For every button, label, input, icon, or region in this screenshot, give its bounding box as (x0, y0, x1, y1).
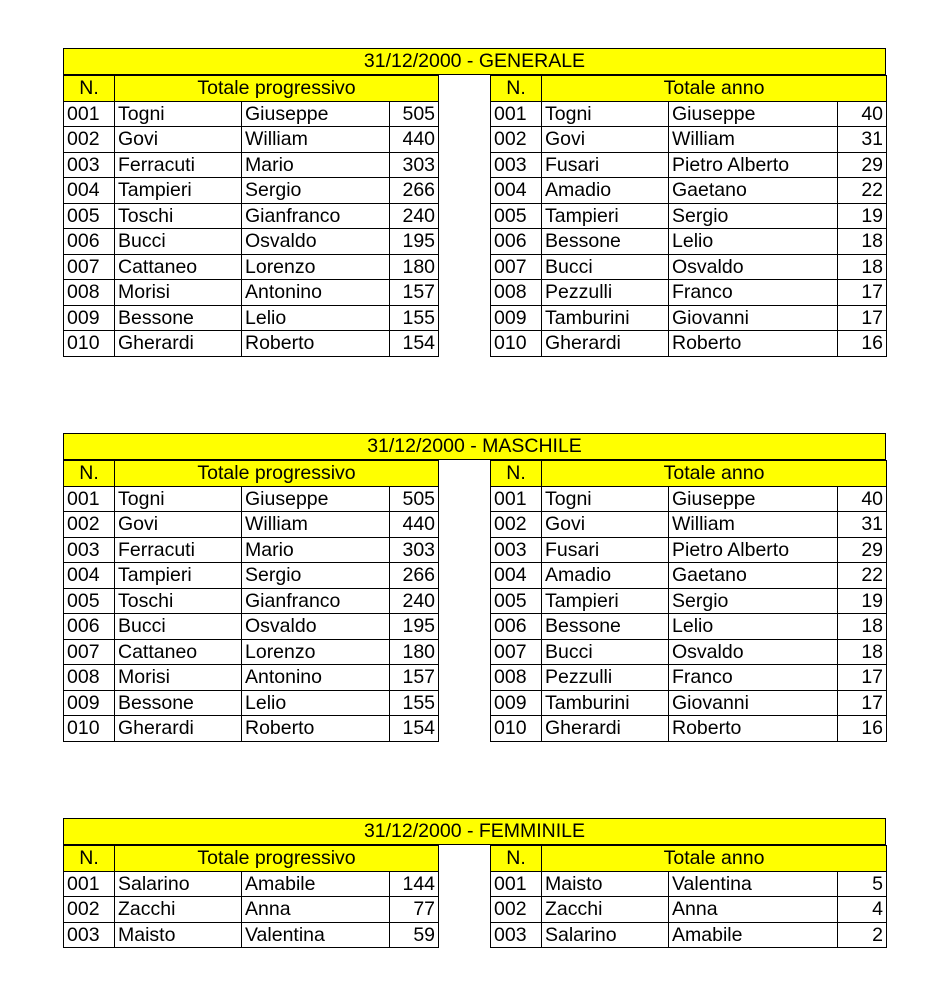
firstname-cell: Lelio (669, 229, 838, 255)
section-title: 31/12/2000 - GENERALE (63, 48, 886, 75)
rank-cell: 003 (64, 152, 115, 178)
value-cell: 195 (390, 229, 439, 255)
value-cell: 240 (390, 588, 439, 614)
firstname-cell: Anna (669, 897, 838, 923)
value-cell: 77 (390, 897, 439, 923)
table-row (64, 254, 439, 280)
rank-cell: 009 (64, 690, 115, 716)
firstname-cell: Sergio (669, 588, 838, 614)
firstname-cell: Mario (242, 537, 390, 563)
table-totale-anno (490, 845, 887, 948)
table-row (491, 871, 887, 897)
table-row (64, 537, 439, 563)
table-row (64, 486, 439, 512)
surname-cell: Govi (115, 512, 242, 538)
rank-cell: 005 (64, 588, 115, 614)
value-cell: 18 (838, 254, 887, 280)
firstname-cell: Franco (669, 280, 838, 306)
surname-cell: Tamburini (542, 305, 669, 331)
surname-cell: Tamburini (542, 690, 669, 716)
table-row (64, 229, 439, 255)
firstname-cell: Sergio (242, 178, 390, 204)
firstname-cell: Giovanni (669, 305, 838, 331)
table-header (64, 846, 439, 872)
value-cell: 195 (390, 614, 439, 640)
value-cell: 40 (838, 101, 887, 127)
surname-cell: Amadio (542, 178, 669, 204)
table-row (491, 716, 887, 742)
header-label: Totale progressivo (115, 461, 439, 487)
rank-cell: 004 (491, 563, 542, 589)
surname-cell: Gherardi (542, 331, 669, 357)
table-header (491, 846, 887, 872)
firstname-cell: Osvaldo (669, 639, 838, 665)
value-cell: 266 (390, 178, 439, 204)
value-cell: 155 (390, 305, 439, 331)
firstname-cell: Giuseppe (242, 101, 390, 127)
value-cell: 180 (390, 639, 439, 665)
rank-cell: 001 (64, 486, 115, 512)
table-row (491, 537, 887, 563)
surname-cell: Amadio (542, 563, 669, 589)
value-cell: 18 (838, 614, 887, 640)
value-cell: 303 (390, 152, 439, 178)
surname-cell: Gherardi (115, 331, 242, 357)
section-femminile (63, 818, 886, 946)
table-row (64, 280, 439, 306)
table-row (491, 127, 887, 153)
section-maschile (63, 433, 886, 740)
table-row (491, 512, 887, 538)
rank-cell: 002 (64, 127, 115, 153)
firstname-cell: William (242, 127, 390, 153)
table-row (64, 690, 439, 716)
rank-cell: 001 (491, 871, 542, 897)
rank-cell: 001 (491, 486, 542, 512)
firstname-cell: Roberto (669, 331, 838, 357)
table-row (491, 203, 887, 229)
rank-cell: 007 (491, 639, 542, 665)
table-row (491, 229, 887, 255)
table-row (64, 127, 439, 153)
rank-cell: 008 (64, 280, 115, 306)
rank-cell: 004 (491, 178, 542, 204)
value-cell: 17 (838, 305, 887, 331)
rank-cell: 002 (491, 512, 542, 538)
surname-cell: Govi (542, 512, 669, 538)
surname-cell: Bessone (115, 690, 242, 716)
rank-cell: 009 (64, 305, 115, 331)
surname-cell: Salarino (115, 871, 242, 897)
table-row (491, 897, 887, 923)
table-row (491, 588, 887, 614)
rank-cell: 010 (491, 331, 542, 357)
surname-cell: Morisi (115, 280, 242, 306)
rank-cell: 010 (64, 716, 115, 742)
value-cell: 154 (390, 331, 439, 357)
firstname-cell: Lelio (669, 614, 838, 640)
value-cell: 303 (390, 537, 439, 563)
rank-cell: 004 (64, 563, 115, 589)
value-cell: 144 (390, 871, 439, 897)
value-cell: 19 (838, 588, 887, 614)
rank-cell: 002 (64, 512, 115, 538)
rank-cell: 003 (64, 537, 115, 563)
rank-cell: 007 (64, 639, 115, 665)
value-cell: 2 (838, 922, 887, 948)
rank-cell: 002 (64, 897, 115, 923)
surname-cell: Cattaneo (115, 254, 242, 280)
surname-cell: Bucci (115, 229, 242, 255)
surname-cell: Tampieri (115, 178, 242, 204)
value-cell: 16 (838, 331, 887, 357)
rank-cell: 006 (64, 614, 115, 640)
table-row (64, 897, 439, 923)
table-row (64, 512, 439, 538)
table-row (491, 922, 887, 948)
firstname-cell: William (242, 512, 390, 538)
table-row (491, 178, 887, 204)
value-cell: 157 (390, 280, 439, 306)
surname-cell: Pezzulli (542, 665, 669, 691)
rank-cell: 003 (64, 922, 115, 948)
rank-cell: 006 (64, 229, 115, 255)
table-row (64, 331, 439, 357)
surname-cell: Ferracuti (115, 537, 242, 563)
section-title: 31/12/2000 - MASCHILE (63, 433, 886, 460)
rank-cell: 006 (491, 229, 542, 255)
table-row (491, 305, 887, 331)
value-cell: 40 (838, 486, 887, 512)
header-label: Totale progressivo (115, 76, 439, 102)
firstname-cell: Roberto (242, 331, 390, 357)
value-cell: 440 (390, 512, 439, 538)
surname-cell: Salarino (542, 922, 669, 948)
rank-cell: 004 (64, 178, 115, 204)
firstname-cell: Osvaldo (242, 229, 390, 255)
surname-cell: Fusari (542, 537, 669, 563)
rank-cell: 008 (64, 665, 115, 691)
table-header (491, 76, 887, 102)
header-label: Totale progressivo (115, 846, 439, 872)
value-cell: 17 (838, 690, 887, 716)
value-cell: 59 (390, 922, 439, 948)
value-cell: 16 (838, 716, 887, 742)
firstname-cell: Gaetano (669, 563, 838, 589)
surname-cell: Bucci (542, 639, 669, 665)
table-row (64, 152, 439, 178)
table-row (491, 254, 887, 280)
surname-cell: Tampieri (115, 563, 242, 589)
header-n: N. (491, 846, 542, 872)
header-n: N. (64, 76, 115, 102)
surname-cell: Bucci (542, 254, 669, 280)
rank-cell: 003 (491, 152, 542, 178)
rank-cell: 010 (64, 331, 115, 357)
rank-cell: 007 (491, 254, 542, 280)
table-header (64, 76, 439, 102)
table-totale-progressivo (63, 460, 439, 742)
surname-cell: Togni (542, 486, 669, 512)
rank-cell: 008 (491, 280, 542, 306)
table-row (491, 331, 887, 357)
surname-cell: Pezzulli (542, 280, 669, 306)
firstname-cell: Valentina (242, 922, 390, 948)
header-n: N. (491, 461, 542, 487)
surname-cell: Gherardi (542, 716, 669, 742)
firstname-cell: Anna (242, 897, 390, 923)
surname-cell: Maisto (542, 871, 669, 897)
surname-cell: Zacchi (115, 897, 242, 923)
firstname-cell: Giuseppe (669, 101, 838, 127)
firstname-cell: Osvaldo (242, 614, 390, 640)
surname-cell: Togni (115, 486, 242, 512)
table-row (64, 203, 439, 229)
table-row (491, 486, 887, 512)
rank-cell: 001 (64, 871, 115, 897)
surname-cell: Toschi (115, 203, 242, 229)
rank-cell: 009 (491, 305, 542, 331)
value-cell: 18 (838, 639, 887, 665)
rank-cell: 003 (491, 922, 542, 948)
firstname-cell: Lelio (242, 690, 390, 716)
table-row (64, 922, 439, 948)
firstname-cell: Roberto (669, 716, 838, 742)
table-header (64, 461, 439, 487)
value-cell: 155 (390, 690, 439, 716)
rank-cell: 006 (491, 614, 542, 640)
value-cell: 5 (838, 871, 887, 897)
surname-cell: Fusari (542, 152, 669, 178)
table-header (491, 461, 887, 487)
surname-cell: Bessone (542, 229, 669, 255)
rank-cell: 005 (491, 203, 542, 229)
firstname-cell: Sergio (669, 203, 838, 229)
firstname-cell: Antonino (242, 280, 390, 306)
table-totale-anno (490, 75, 887, 357)
firstname-cell: Lelio (242, 305, 390, 331)
value-cell: 31 (838, 127, 887, 153)
firstname-cell: Giuseppe (669, 486, 838, 512)
value-cell: 17 (838, 280, 887, 306)
surname-cell: Tampieri (542, 203, 669, 229)
firstname-cell: Roberto (242, 716, 390, 742)
surname-cell: Ferracuti (115, 152, 242, 178)
header-n: N. (64, 461, 115, 487)
firstname-cell: Gianfranco (242, 588, 390, 614)
value-cell: 505 (390, 101, 439, 127)
rank-cell: 002 (491, 897, 542, 923)
rank-cell: 005 (491, 588, 542, 614)
surname-cell: Bucci (115, 614, 242, 640)
rank-cell: 002 (491, 127, 542, 153)
table-row (64, 178, 439, 204)
surname-cell: Togni (542, 101, 669, 127)
value-cell: 17 (838, 665, 887, 691)
surname-cell: Bessone (542, 614, 669, 640)
rank-cell: 001 (64, 101, 115, 127)
surname-cell: Maisto (115, 922, 242, 948)
rank-cell: 008 (491, 665, 542, 691)
table-row (64, 639, 439, 665)
surname-cell: Cattaneo (115, 639, 242, 665)
table-row (64, 305, 439, 331)
table-row (491, 152, 887, 178)
surname-cell: Govi (542, 127, 669, 153)
value-cell: 22 (838, 563, 887, 589)
rank-cell: 003 (491, 537, 542, 563)
header-label: Totale anno (542, 76, 887, 102)
firstname-cell: Osvaldo (669, 254, 838, 280)
firstname-cell: Lorenzo (242, 254, 390, 280)
rank-cell: 009 (491, 690, 542, 716)
table-row (64, 588, 439, 614)
firstname-cell: Gianfranco (242, 203, 390, 229)
surname-cell: Togni (115, 101, 242, 127)
rank-cell: 001 (491, 101, 542, 127)
value-cell: 157 (390, 665, 439, 691)
table-row (491, 665, 887, 691)
header-n: N. (64, 846, 115, 872)
firstname-cell: William (669, 127, 838, 153)
surname-cell: Tampieri (542, 588, 669, 614)
table-row (64, 665, 439, 691)
value-cell: 18 (838, 229, 887, 255)
table-row (491, 690, 887, 716)
value-cell: 22 (838, 178, 887, 204)
section-generale (63, 48, 886, 355)
table-row (491, 639, 887, 665)
rank-cell: 005 (64, 203, 115, 229)
firstname-cell: Antonino (242, 665, 390, 691)
firstname-cell: Sergio (242, 563, 390, 589)
firstname-cell: Franco (669, 665, 838, 691)
value-cell: 31 (838, 512, 887, 538)
firstname-cell: Giovanni (669, 690, 838, 716)
value-cell: 29 (838, 152, 887, 178)
firstname-cell: Amabile (242, 871, 390, 897)
table-row (64, 716, 439, 742)
table-totale-progressivo (63, 75, 439, 357)
value-cell: 505 (390, 486, 439, 512)
rank-cell: 010 (491, 716, 542, 742)
table-row (64, 563, 439, 589)
firstname-cell: Mario (242, 152, 390, 178)
value-cell: 440 (390, 127, 439, 153)
firstname-cell: Lorenzo (242, 639, 390, 665)
table-row (491, 563, 887, 589)
table-row (491, 614, 887, 640)
surname-cell: Bessone (115, 305, 242, 331)
value-cell: 266 (390, 563, 439, 589)
value-cell: 29 (838, 537, 887, 563)
firstname-cell: Gaetano (669, 178, 838, 204)
value-cell: 180 (390, 254, 439, 280)
table-row (64, 614, 439, 640)
surname-cell: Toschi (115, 588, 242, 614)
firstname-cell: Valentina (669, 871, 838, 897)
table-row (64, 871, 439, 897)
value-cell: 4 (838, 897, 887, 923)
firstname-cell: Giuseppe (242, 486, 390, 512)
surname-cell: Morisi (115, 665, 242, 691)
firstname-cell: William (669, 512, 838, 538)
value-cell: 154 (390, 716, 439, 742)
surname-cell: Gherardi (115, 716, 242, 742)
table-totale-anno (490, 460, 887, 742)
rank-cell: 007 (64, 254, 115, 280)
table-row (491, 280, 887, 306)
table-row (491, 101, 887, 127)
firstname-cell: Pietro Alberto (669, 537, 838, 563)
firstname-cell: Amabile (669, 922, 838, 948)
value-cell: 19 (838, 203, 887, 229)
value-cell: 240 (390, 203, 439, 229)
firstname-cell: Pietro Alberto (669, 152, 838, 178)
surname-cell: Govi (115, 127, 242, 153)
section-title: 31/12/2000 - FEMMINILE (63, 818, 886, 845)
header-n: N. (491, 76, 542, 102)
table-row (64, 101, 439, 127)
table-totale-progressivo (63, 845, 439, 948)
surname-cell: Zacchi (542, 897, 669, 923)
header-label: Totale anno (542, 846, 887, 872)
header-label: Totale anno (542, 461, 887, 487)
